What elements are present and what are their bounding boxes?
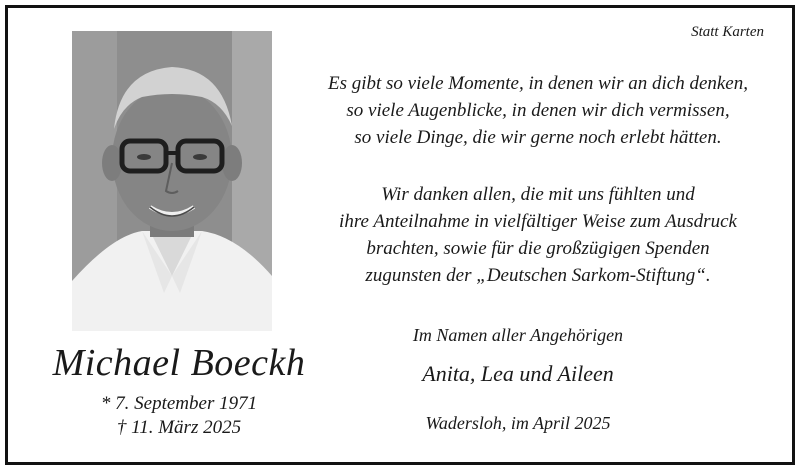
- header-note: Statt Karten: [691, 24, 764, 40]
- life-dates: [64, 392, 294, 440]
- memorial-verse: [298, 70, 778, 151]
- thanks-line: Wir danken allen, die mit uns fühlten und: [381, 184, 695, 205]
- portrait-photo: [72, 31, 272, 331]
- obituary-card: [5, 5, 795, 465]
- portrait-illustration: [72, 31, 272, 331]
- death-date: † 11. März 2025: [116, 417, 242, 438]
- mourner-names: Anita, Lea und Aileen: [422, 361, 614, 386]
- thanks-line: brachten, sowie für die großzügigen Spenden: [366, 238, 710, 259]
- place-and-date: Wadersloh, im April 2025: [425, 413, 611, 433]
- verse-line: so viele Dinge, die wir gerne noch erlebt hätten.: [354, 127, 722, 148]
- birth-date: * 7. September 1971: [100, 393, 258, 414]
- thanks-line: ihre Anteilnahme in vielfältiger Weise zum Ausdruck: [339, 211, 737, 232]
- verse-line: so viele Augenblicke, in denen wir dich vermissen,: [346, 100, 730, 121]
- thanks-text: [298, 181, 778, 289]
- verse-line: Es gibt so viele Momente, in denen wir an dich denken,: [327, 73, 748, 94]
- deceased-name: Michael Boeckh: [52, 342, 306, 384]
- on-behalf-line: Im Namen aller Angehörigen: [412, 325, 624, 345]
- thanks-line: zugunsten der „Deutschen Sarkom-Stiftung“.: [365, 265, 711, 286]
